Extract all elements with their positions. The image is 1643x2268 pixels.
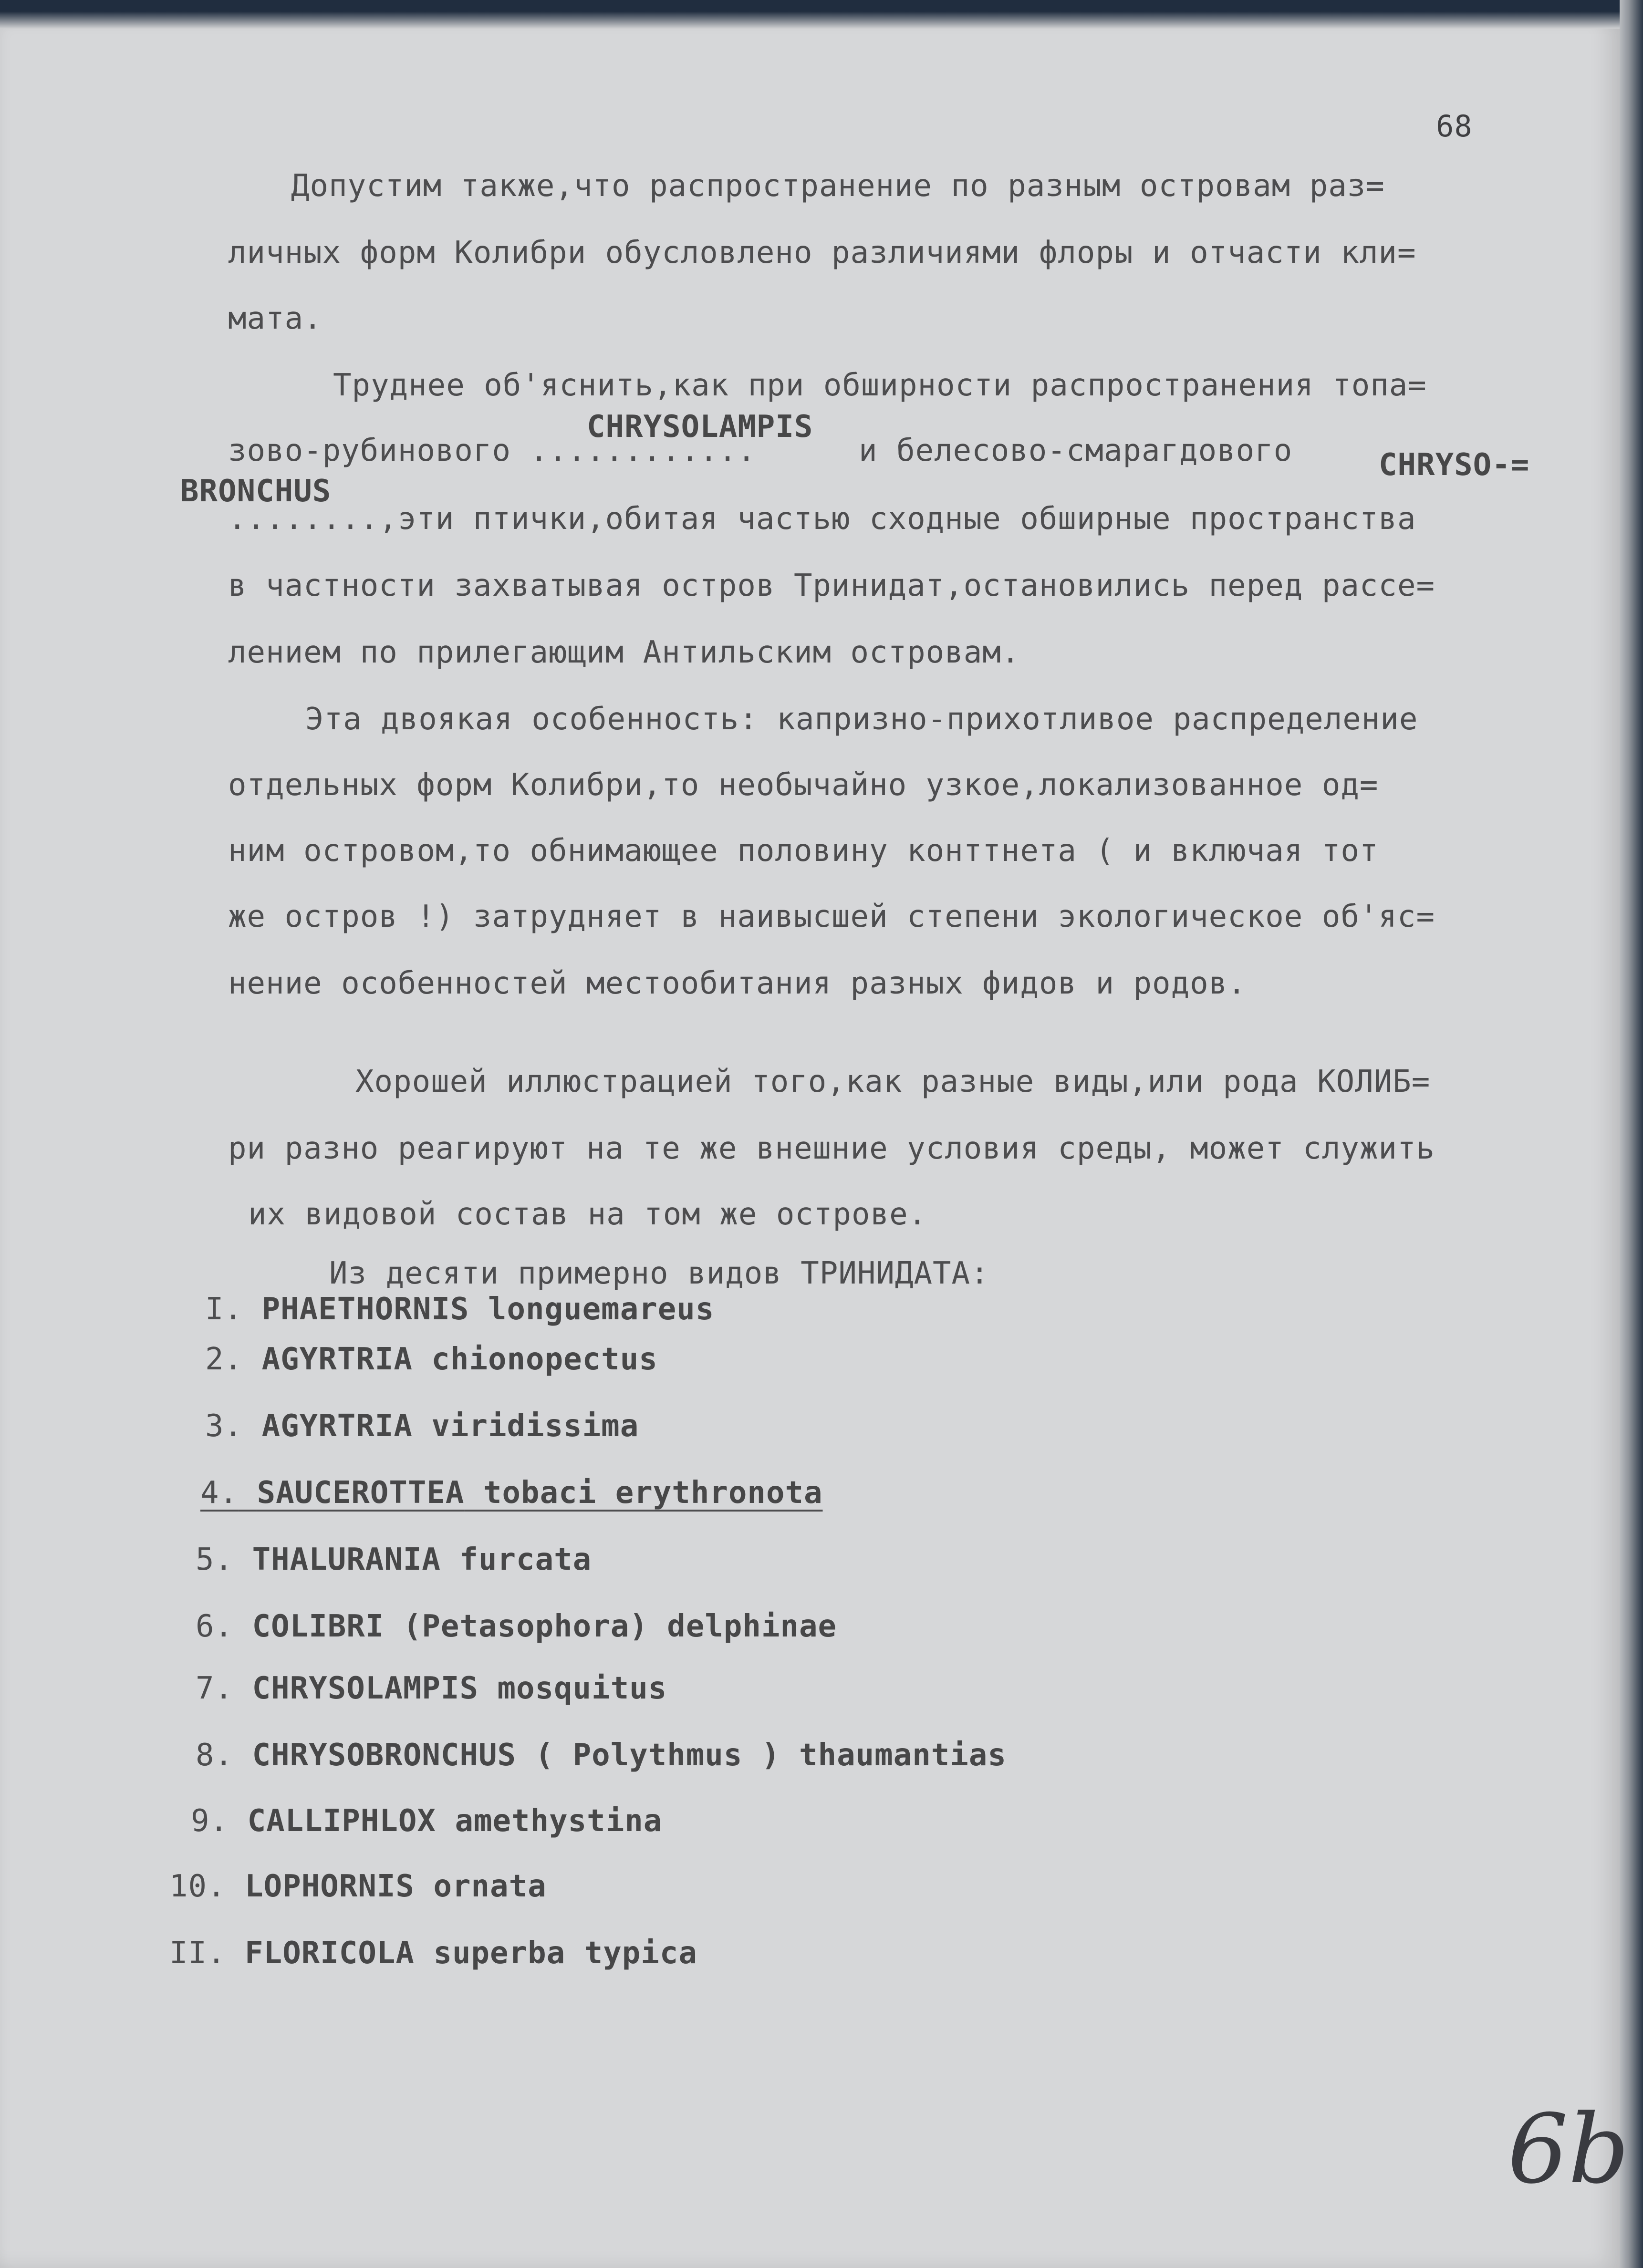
species-epithet: (Petasophora) delphinae: [403, 1609, 837, 1644]
species-epithet: longuemareus: [488, 1292, 715, 1327]
species-item: [196, 1607, 837, 1646]
species-epithet: viridissima: [431, 1408, 639, 1444]
species-epithet: mosquitus: [497, 1671, 667, 1706]
species-item: [205, 1407, 639, 1445]
species-genus: COLIBRI: [252, 1609, 385, 1644]
paragraph-1-line-1: Допустим также,что распространение по разным островам раз=: [291, 168, 1385, 204]
species-genus: AGYRTRIA: [261, 1342, 413, 1377]
genus-insert-bronchus: BRONCHUS: [180, 474, 332, 509]
species-epithet: ornata: [433, 1869, 547, 1904]
species-genus: AGYRTRIA: [261, 1408, 413, 1444]
genus-insert-chrysolampis: CHRYSOLAMPIS: [587, 409, 813, 445]
handwritten-folio-number: 6b: [1508, 2094, 1630, 2205]
scan-top-edge: [0, 0, 1643, 29]
species-genus: LOPHORNIS: [245, 1869, 415, 1904]
page-number: 68: [1436, 109, 1473, 144]
species-item: [196, 1541, 592, 1579]
species-genus: FLORICOLA: [245, 1936, 415, 1971]
paragraph-3-line-5: нение особенностей местообитания разных фидов и родов.: [228, 966, 1247, 1001]
species-epithet: tobaci erythronota: [483, 1475, 823, 1511]
species-genus: THALURANIA: [252, 1542, 441, 1577]
species-item: [169, 1934, 697, 1972]
species-number: 5.: [196, 1542, 234, 1577]
species-genus: SAUCEROTTEA: [257, 1475, 465, 1511]
scan-right-edge: [1620, 0, 1643, 2268]
species-genus: CHRYSOBRONCHUS: [252, 1738, 517, 1773]
paragraph-2-line-2-left: зово-рубинового ............: [228, 433, 756, 468]
paragraph-3-line-3: ним островом,то обнимающее половину конттнета ( и включая тот: [228, 833, 1379, 869]
species-epithet: furcata: [459, 1542, 592, 1577]
species-item: [205, 1290, 714, 1328]
species-number: 2.: [205, 1342, 243, 1377]
paragraph-2-line-3: ........,эти птички,обитая частью сходные обширные пространства: [228, 501, 1416, 537]
paragraph-1-line-2: личных форм Колибри обусловлено различиями флоры и отчасти кли=: [228, 235, 1416, 270]
species-number: 4.: [200, 1475, 239, 1511]
species-number: 10.: [169, 1869, 226, 1904]
species-item-underlined: [200, 1474, 823, 1512]
species-epithet: amethystina: [455, 1803, 663, 1839]
paragraph-2-line-5: лением по прилегающим Антильским островам.: [228, 635, 1020, 670]
species-item: [169, 1867, 547, 1906]
species-item: [196, 1736, 1007, 1774]
paragraph-2-line-2-right: и белесово-смарагдового: [859, 433, 1293, 468]
paragraph-4-line-3: их видовой состав на том же острове.: [248, 1197, 927, 1232]
species-number: 3.: [205, 1408, 243, 1444]
paragraph-3-line-1: Эта двоякая особенность: капризно-прихотливое распределение: [305, 702, 1418, 737]
paragraph-2-line-4: в частности захватывая остров Тринидат,остановились перед рассе=: [228, 568, 1435, 603]
species-genus: CALLIPHLOX: [247, 1803, 436, 1839]
genus-insert-chryso: CHRYSO-=: [1379, 447, 1530, 483]
species-item: [191, 1802, 662, 1840]
species-genus: CHRYSOLAMPIS: [252, 1671, 478, 1706]
species-epithet: ( Polythmus ) thaumantias: [535, 1738, 1007, 1773]
paragraph-2-line-1: Труднее об'яснить,как при обширности распространения топа=: [333, 368, 1427, 403]
species-number: 7.: [196, 1671, 234, 1706]
paragraph-1-line-3: мата.: [228, 301, 322, 336]
species-item: [196, 1669, 667, 1708]
species-epithet: chionopectus: [431, 1342, 658, 1377]
species-list-intro: Из десяти примерно видов ТРИНИДАТА:: [329, 1256, 989, 1291]
paragraph-3-line-2: отдельных форм Колибри,то необычайно узкое,локализованное од=: [228, 767, 1379, 803]
paragraph-3-line-4: же остров !) затрудняет в наивысшей степени экологическое об'яс=: [228, 899, 1435, 934]
paragraph-4-line-2: ри разно реагируют на те же внешние условия среды, может служить: [228, 1131, 1435, 1166]
species-item: [205, 1340, 658, 1378]
species-number: 6.: [196, 1609, 234, 1644]
species-number: I.: [205, 1292, 243, 1327]
species-number: 9.: [191, 1803, 229, 1839]
species-number: 8.: [196, 1738, 234, 1773]
species-genus: PHAETHORNIS: [261, 1292, 469, 1327]
species-number: II.: [169, 1936, 226, 1971]
species-epithet: superba typica: [433, 1936, 697, 1971]
paragraph-4-line-1: Хорошей иллюстрацией того,как разные виды,или рода КОЛИБ=: [355, 1064, 1431, 1099]
